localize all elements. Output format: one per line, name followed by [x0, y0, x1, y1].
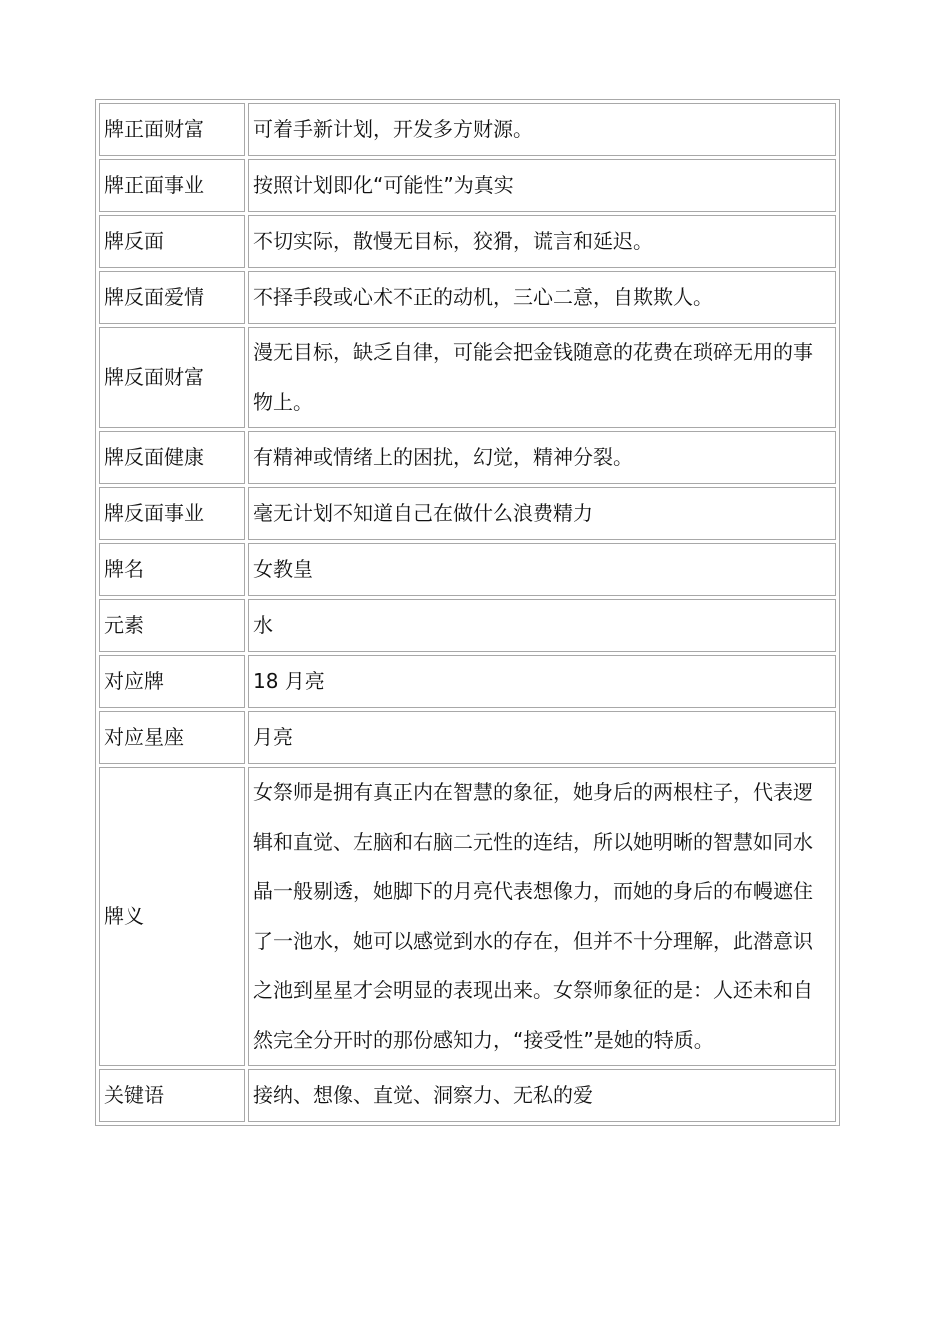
table-row [99, 159, 836, 212]
row-value: 月亮 [248, 711, 836, 764]
row-label: 牌正面财富 [99, 103, 245, 156]
row-label: 牌名 [99, 543, 245, 596]
row-value: 女教皇 [248, 543, 836, 596]
row-value: 可着手新计划，开发多方财源。 [248, 103, 836, 156]
table-row [99, 215, 836, 268]
row-label: 关键语 [99, 1069, 245, 1122]
table-row [99, 767, 836, 1066]
tarot-info-table [95, 99, 840, 1126]
row-value: 不切实际，散慢无目标，狡猾，谎言和延迟。 [248, 215, 836, 268]
row-value: 按照计划即化“可能性”为真实 [248, 159, 836, 212]
row-label: 对应星座 [99, 711, 245, 764]
row-label: 牌反面事业 [99, 487, 245, 540]
row-value: 不择手段或心术不正的动机，三心二意，自欺欺人。 [248, 271, 836, 324]
row-value: 接纳、想像、直觉、洞察力、无私的爱 [248, 1069, 836, 1122]
table-row [99, 431, 836, 484]
row-label: 牌正面事业 [99, 159, 245, 212]
row-label: 牌反面 [99, 215, 245, 268]
row-value: 有精神或情绪上的困扰，幻觉，精神分裂。 [248, 431, 836, 484]
table-row [99, 543, 836, 596]
row-label: 牌反面健康 [99, 431, 245, 484]
row-label: 对应牌 [99, 655, 245, 708]
table-row [99, 1069, 836, 1122]
row-value: 18 月亮 [248, 655, 836, 708]
row-value: 漫无目标，缺乏自律，可能会把金钱随意的花费在琐碎无用的事物上。 [248, 327, 836, 428]
row-value: 水 [248, 599, 836, 652]
row-label: 元素 [99, 599, 245, 652]
row-label: 牌反面财富 [99, 327, 245, 428]
row-value: 女祭师是拥有真正内在智慧的象征，她身后的两根柱子，代表逻辑和直觉、左脑和右脑二元性的连结，所以她明晰的智慧如同水晶一般剔透，她脚下的月亮代表想像力，而她的身后的布幔遮住了一池水，她可以感觉到水的存在，但并不十分理解，此潜意识之池到星星才会明显的表现出来。女祭师象征的是：人还未和自然完全分开时的那份感知力，“接受性”是她的特质。 [248, 767, 836, 1066]
row-value: 毫无计划不知道自己在做什么浪费精力 [248, 487, 836, 540]
row-label: 牌义 [99, 767, 245, 1066]
table-row [99, 711, 836, 764]
row-label: 牌反面爱情 [99, 271, 245, 324]
table-row [99, 271, 836, 324]
table-row [99, 655, 836, 708]
table-row [99, 487, 836, 540]
table-row [99, 599, 836, 652]
table-row [99, 327, 836, 428]
table-row [99, 103, 836, 156]
